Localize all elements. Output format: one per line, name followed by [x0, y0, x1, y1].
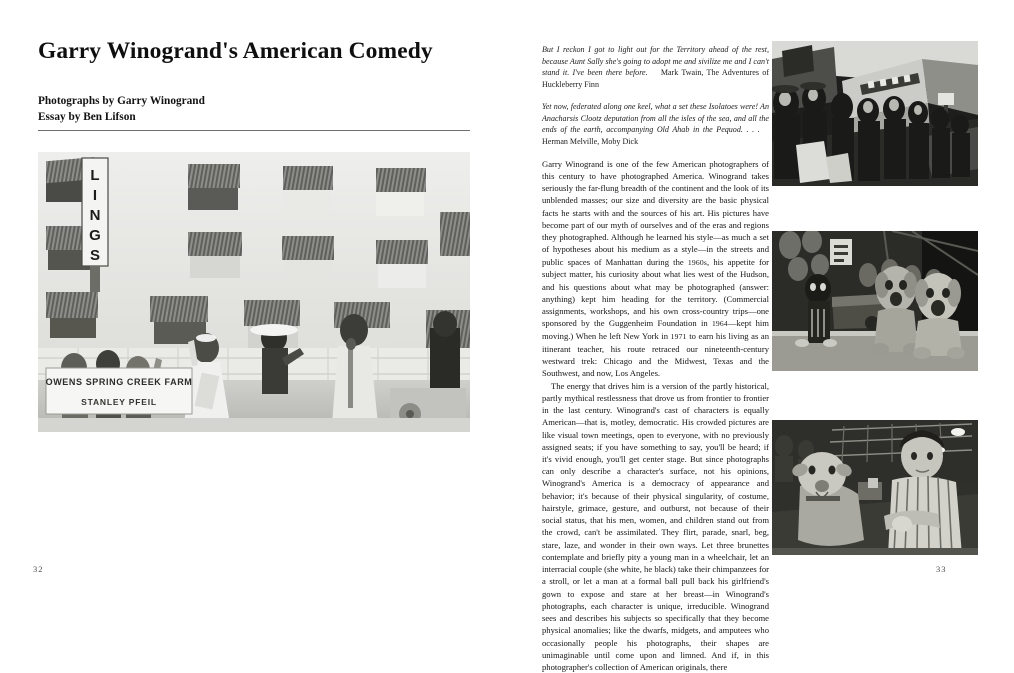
svg-text:I: I: [92, 187, 98, 204]
para1-part-a: Garry Winogrand is one of the few American photographers of this century to have photographed America. Winogrand takes seriously the far-flung breadth of the continent and the look of its unblended masses; our size and diversity are the basic physical facts he starts with and the sources of his art. His pictures have become part of our myth of ourselves and of the eras and regions they photographed. Although he learned his style—as much a set of hypotheses about his medium as a style—in the streets and public spaces of Manhattan during the: [542, 158, 769, 267]
byline-photographs: Photographs by Garry Winogrand: [38, 95, 205, 107]
left-page: [0, 0, 507, 600]
parade-float-photo: [38, 152, 470, 432]
byline-block: [38, 93, 468, 125]
parade-float-photo-image: [38, 152, 470, 432]
page-title: Garry Winogrand's American Comedy: [38, 38, 433, 64]
carnival-stuffed-dogs-photo: [772, 231, 978, 371]
svg-text:N: N: [89, 207, 101, 224]
para1-part-b: , his appetite for subject matter, his curiosity about what lies west of the Hudson, and his questions about what may be photographed (answer: anything) kept him heading for the territory. (Commercial assignments, workshops, and his own cross-country trips—one sponsored by the Guggenheim Foundation in: [542, 256, 769, 329]
epigraph-twain-attribution: Mark Twain, The Adventures of Huckleberry Finn: [542, 68, 769, 90]
crowded-street-clowns-photo-image: [772, 41, 978, 186]
right-page: [507, 0, 1014, 672]
para1-part-c: —kept him moving.) When he left New York in: [542, 318, 769, 342]
body-paragraph-1: [542, 158, 769, 380]
body-paragraph-2: The energy that drives him is a version of the partly historical, partly mythical restlessness that drove us from frontier to frontier in the last century. Winogrand's cast of characters is equally American—that is, motley, democratic. His crowded pictures are like visual town meetings, open to everyone, with no previously assigned seats; if you have something to say, you'll be heard; if it's vivid enough, you'll get center stage. But since photographs can only describe a character's surface, not his opinions, Winogrand's America is a democracy of appearance and behavior; it's because of their physical singularity, of costume, hairstyle, grimace, gesture, and outburst, not because of their social status, that his men, women, and children stand out from the crowd, can't be assimilated. They flirt, parade, snarl, beg, stare, laze, and wonder in their own ways. Let three brunettes contemplate and briefly pity a young man in a wheelchair, let an interracial couple (she white, he black) take their chimpanzees for a stroll, or let a man at a formal ball pull back his girlfriend's gown to expose and stare at her breast—in Winogrand's photographs, each character is unique, irreducible. Winogrand sees and describes his subjects so specifically that they become physical anomalies; like the dwarfs, midgets, and amputees who occasionally people his photographs, their shapes are unimaginable until come upon and limned. And if, in this photographer's collection of American originals, there: [542, 380, 769, 672]
para1-date-1964: 1964: [711, 319, 728, 329]
boy-with-sheep-photo-image: [772, 420, 978, 555]
byline-essay: Essay by Ben Lifson: [38, 111, 136, 124]
boy-with-sheep-photo: [772, 420, 978, 555]
page-number-right: 33: [936, 564, 947, 574]
svg-text:S: S: [89, 247, 101, 264]
svg-text:OWENS SPRING CREEK FARM: OWENS SPRING CREEK FARM: [45, 377, 193, 387]
epigraph-melville-attribution: Herman Melville, Moby Dick: [542, 136, 639, 146]
epigraph-melville: [542, 101, 769, 148]
crowded-street-clowns-photo: [772, 41, 978, 186]
carnival-stuffed-dogs-photo-image: [772, 231, 978, 371]
essay-text-column: [542, 44, 769, 673]
svg-text:STANLEY PFEIL: STANLEY PFEIL: [81, 397, 157, 407]
float-banner: [46, 368, 193, 414]
epigraph-twain-quote: But I reckon I got to light out for the Territory ahead of the rest, because Aunt Sally she's going to adopt me and sivilize me and I can't stand it. I've been there before.: [542, 45, 769, 78]
epigraph-twain: [542, 44, 769, 91]
epigraph-melville-quote: Yet now, federated along one keel, what a set these Isolatoes were! An Anacharsis Clootz deputation from all the isles of the sea, and all the ends of the earth, accompanying Old Ahab in the Pequod. . . .: [542, 101, 769, 135]
page-number-left: 32: [33, 564, 44, 574]
svg-text:L: L: [90, 167, 100, 184]
svg-text:G: G: [89, 227, 101, 244]
para1-date-1960s: 1960s: [687, 257, 708, 267]
para1-part-d: to earn his living as an itinerant teacher, his route retraced our nineteenth-century westward trek: Chicago and the Midwest, Texas and the Southwest, and now, Los Angeles.: [542, 331, 769, 379]
para1-date-1971: 1971: [670, 332, 687, 342]
header-divider: [38, 130, 470, 131]
